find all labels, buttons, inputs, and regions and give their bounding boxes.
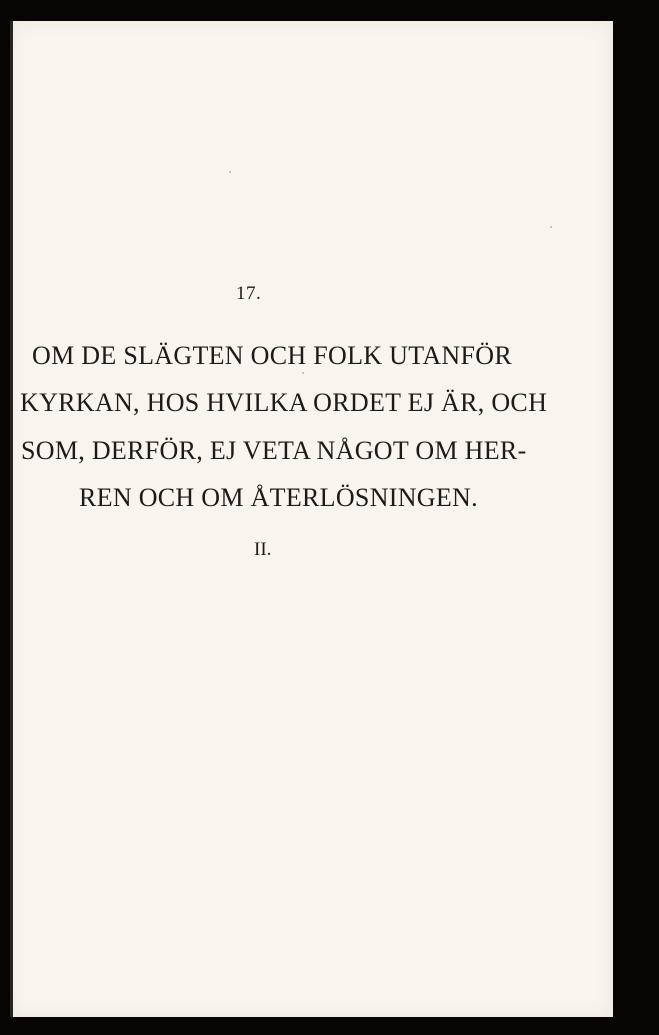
- binding-edge: [10, 21, 13, 1017]
- chapter-title-line-2: KYRKAN, HOS HVILKA ORDET EJ ÄR, OCH: [20, 388, 548, 417]
- paper-page: [10, 21, 613, 1017]
- paper-speck: [302, 372, 304, 374]
- page-number: 17.: [236, 283, 262, 304]
- chapter-title-line-4: REN OCH OM ÅTERLÖSNINGEN.: [79, 483, 478, 512]
- chapter-title-line-3: SOM, DERFÖR, EJ VETA NÅGOT OM HER-: [21, 436, 527, 465]
- chapter-title-line-1: OM DE SLÄGTEN OCH FOLK UTANFÖR: [32, 341, 512, 370]
- paper-speck: [550, 226, 552, 228]
- section-number: II.: [254, 539, 272, 560]
- paper-speck: [229, 171, 231, 173]
